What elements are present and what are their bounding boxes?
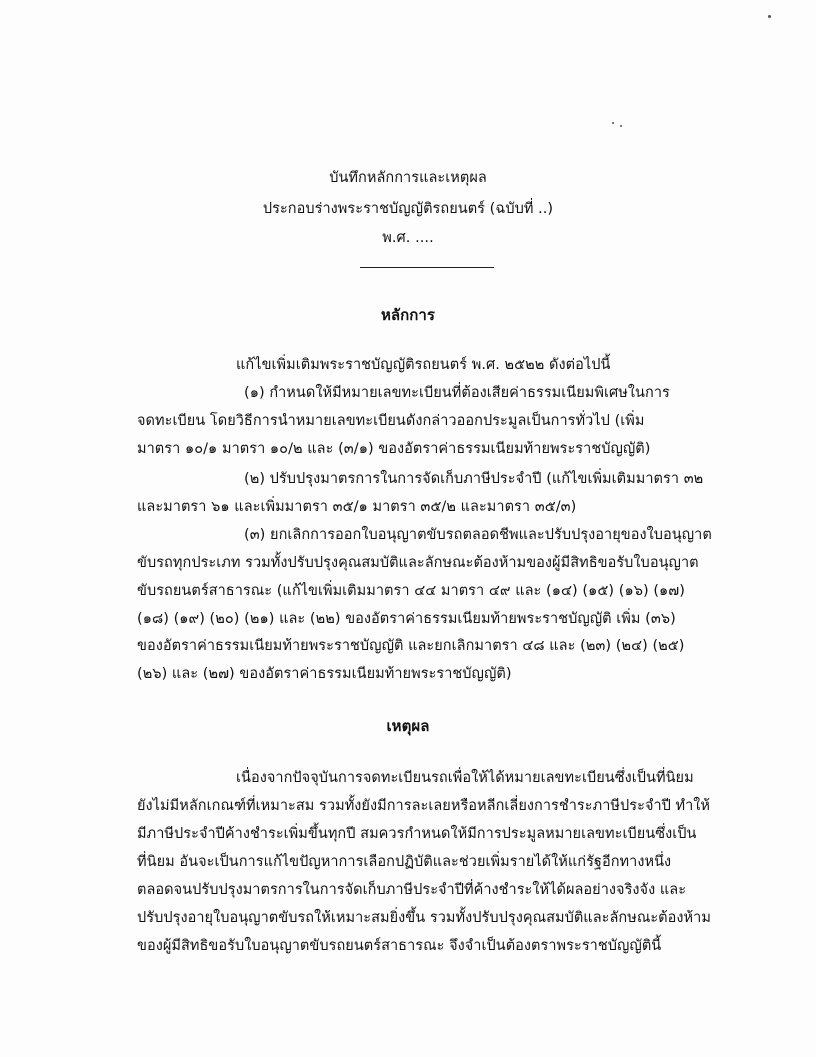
reasons-line: ตลอดจนปรับปรุงมาตรการในการจัดเก็บภาษีประจำปีที่ค้างชำระให้ได้ผลอย่างจริงจัง และ (137, 882, 687, 898)
reasons-line: ของผู้มีสิทธิขอรับใบอนุญาตขับรถยนตร์สาธารณะ จึงจำเป็นต้องตราพระราชบัญญัตินี้ (137, 938, 662, 954)
reasons-line: ยังไม่มีหลักเกณฑ์ที่เหมาะสม รวมทั้งยังมีการละเลยหรือหลีกเลี่ยงการชำระภาษีประจำปี ทำให้ (137, 798, 711, 814)
principles-line: ของอัตราค่าธรรมเนียมท้ายพระราชบัญญัติ และยกเลิกมาตรา ๔๘ และ (๒๓) (๒๔) (๒๕) (137, 638, 685, 654)
document-year: พ.ศ. .... (382, 230, 434, 246)
header-divider (360, 267, 494, 268)
principles-line: ขับรถยนตร์สาธารณะ (แก้ไขเพิ่มเติมมาตรา ๔๔ มาตรา ๔๙ และ (๑๔) (๑๕) (๑๖) (๑๗) (137, 583, 685, 599)
principles-line: (๓) ยกเลิกการออกใบอนุญาตขับรถตลอดชีพและปรับปรุงอายุของใบอนุญาต (244, 527, 712, 543)
reasons-line: เนื่องจากปัจจุบันการจดทะเบียนรถเพื่อให้ได้หมายเลขทะเบียนซึ่งเป็นที่นิยม (236, 770, 694, 786)
principles-line: (๑) กำหนดให้มีหมายเลขทะเบียนที่ต้องเสียค่าธรรมเนียมพิเศษในการ (244, 385, 670, 401)
principles-line: มาตรา ๑๐/๑ มาตรา ๑๐/๒ และ (๓/๑) ของอัตราค่าธรรมเนียมท้ายพระราชบัญญัติ) (137, 441, 651, 457)
principles-line: จดทะเบียน โดยวิธีการนำหมายเลขทะเบียนดังกล่าวออกประมูลเป็นการทั่วไป (เพิ่ม (137, 413, 645, 429)
document-title: บันทึกหลักการและเหตุผล (329, 170, 487, 186)
principles-line: (๒) ปรับปรุงมาตรการในการจัดเก็บภาษีประจำปี (แก้ไขเพิ่มเติมมาตรา ๓๒ (244, 471, 704, 487)
principles-heading: หลักการ (380, 306, 436, 324)
principles-line: (๑๘) (๑๙) (๒๐) (๒๑) และ (๒๒) ของอัตราค่าธรรมเนียมท้ายพระราชบัญญัติ เพิ่ม (๓๖) (137, 611, 676, 627)
reasons-heading: เหตุผล (386, 717, 430, 735)
reasons-line: ปรับปรุงอายุใบอนุญาตขับรถให้เหมาะสมยิ่งขึ้น รวมทั้งปรับปรุงคุณสมบัติและลักษณะต้องห้าม (137, 910, 711, 926)
scan-speck (612, 122, 614, 124)
scan-speck (768, 15, 771, 18)
principles-line: ขับรถทุกประเภท รวมทั้งปรับปรุงคุณสมบัติและลักษณะต้องห้ามของผู้มีสิทธิขอรับใบอนุญาต (137, 555, 699, 571)
principles-line: (๒๖) และ (๒๗) ของอัตราค่าธรรมเนียมท้ายพระราชบัญญัติ) (137, 666, 512, 682)
principles-line: และมาตรา ๖๑ และเพิ่มมาตรา ๓๕/๑ มาตรา ๓๕/๒ และมาตรา ๓๕/๓) (137, 499, 577, 515)
reasons-line: ที่นิยม อันจะเป็นการแก้ไขปัญหาการเลือกปฏิบัติและช่วยเพิ่มรายได้ให้แก่รัฐอีกทางหนึ่ง (137, 854, 672, 870)
scan-speck (620, 125, 622, 127)
document-subtitle: ประกอบร่างพระราชบัญญัติรถยนตร์ (ฉบับที่ ..) (262, 201, 554, 217)
reasons-line: มีภาษีประจำปีค้างชำระเพิ่มขึ้นทุกปี สมควรกำหนดให้มีการประมูลหมายเลขทะเบียนซึ่งเป็น (137, 826, 697, 842)
principles-intro: แก้ไขเพิ่มเติมพระราชบัญญัติรถยนตร์ พ.ศ. ๒๕๒๒ ดังต่อไปนี้ (236, 357, 611, 373)
